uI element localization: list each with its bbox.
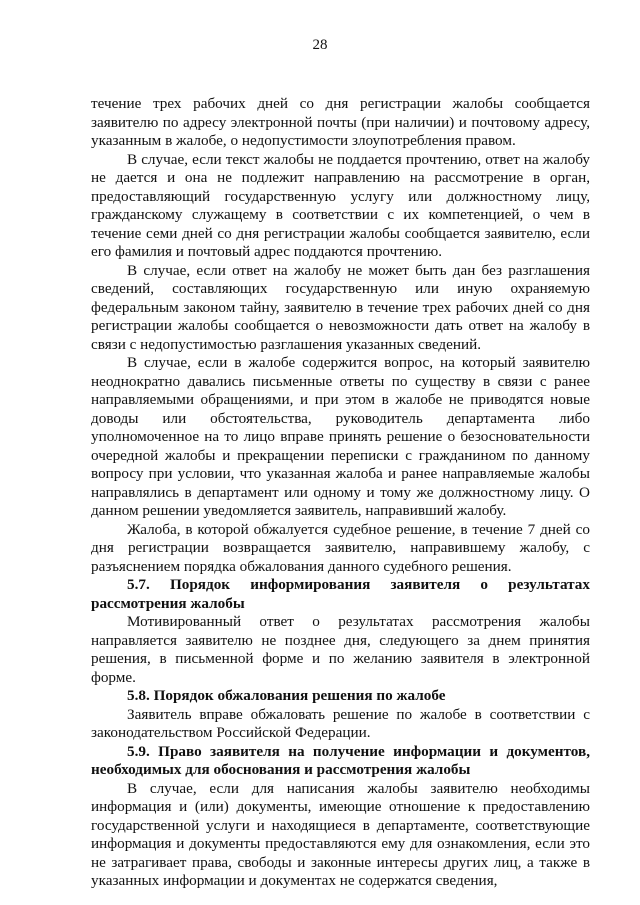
page-number: 28 <box>312 37 328 53</box>
paragraph-court-decision: Жалоба, в которой обжалуется судебное решение, в течение 7 дней со дня регистрации возвращается заявителю, направившему жалобу, с разъяснением порядка обжалования данного судебного решения. <box>91 520 590 575</box>
section-heading-5-9: 5.9. Право заявителя на получение информации и документов, необходимых для обоснования и рассмотрения жалобы <box>91 742 590 778</box>
paragraph-information-access: В случае, если для написания жалобы заявителю необходимы информация и (или) документы, имеющие отношение к предоставлению государственной услуги и находящиеся в департаменте, соответствующие информация и документы предоставляются ему для ознакомления, если это не затрагивает права, свободы и законные интересы других лиц, а также в указанных информации и документах не содержатся сведения, <box>91 779 590 889</box>
paragraph-reasoned-answer: Мотивированный ответ о результатах рассмотрения жалобы направляется заявителю не позднее дня, следующего за днем принятия решения, в письменной форме и по желанию заявителя в электронной форме. <box>91 613 590 686</box>
document-body <box>91 95 590 891</box>
paragraph-appeal-right: Заявитель вправе обжаловать решение по жалобе в соответствии с законодательством Российской Федерации. <box>91 705 590 741</box>
section-heading-5-8: 5.8. Порядок обжалования решения по жалобе <box>127 687 446 704</box>
paragraph-unreadable-complaint: В случае, если текст жалобы не поддается прочтению, ответ на жалобу не дается и она не подлежит направлению на рассмотрение в орган, предоставляющий государственную услугу или должностному лицу, гражданскому служащему в соответствии с их компетенцией, о чем в течение семи дней со дня регистрации жалобы сообщается заявителю, если его фамилия и почтовый адрес поддаются прочтению. <box>91 150 590 260</box>
section-heading-5-7: 5.7. Порядок информирования заявителя о результатах рассмотрения жалобы <box>91 576 590 612</box>
paragraph-continuation: течение трех рабочих дней со дня регистрации жалобы сообщается заявителю по адресу электронной почты (при наличии) и почтовому адресу, указанным в жалобе, о недопустимости злоупотребления правом. <box>91 95 590 149</box>
paragraph-state-secret: В случае, если ответ на жалобу не может быть дан без разглашения сведений, составляющих государственную или иную охраняемую федеральным законом тайну, заявителю в течение трех рабочих дней со дня регистрации жалобы сообщается о невозможности дать ответ на жалобу в связи с недопустимостью разглашения указанных сведений. <box>91 261 590 353</box>
paragraph-repeated-question: В случае, если в жалобе содержится вопрос, на который заявителю неоднократно давались письменные ответы по существу в связи с ранее направляемыми обращениями, и при этом в жалобе не приводятся новые доводы или обстоятельства, руководитель департамента либо уполномоченное на то лицо вправе принять решение о безосновательности очередной жалобы и прекращении переписки с гражданином по данному вопросу при условии, что указанная жалоба и ранее направляемые жалобы направлялись в департамент или одному и тому же должностному лицу. О данном решении уведомляется заявитель, направивший жалобу. <box>91 354 590 519</box>
